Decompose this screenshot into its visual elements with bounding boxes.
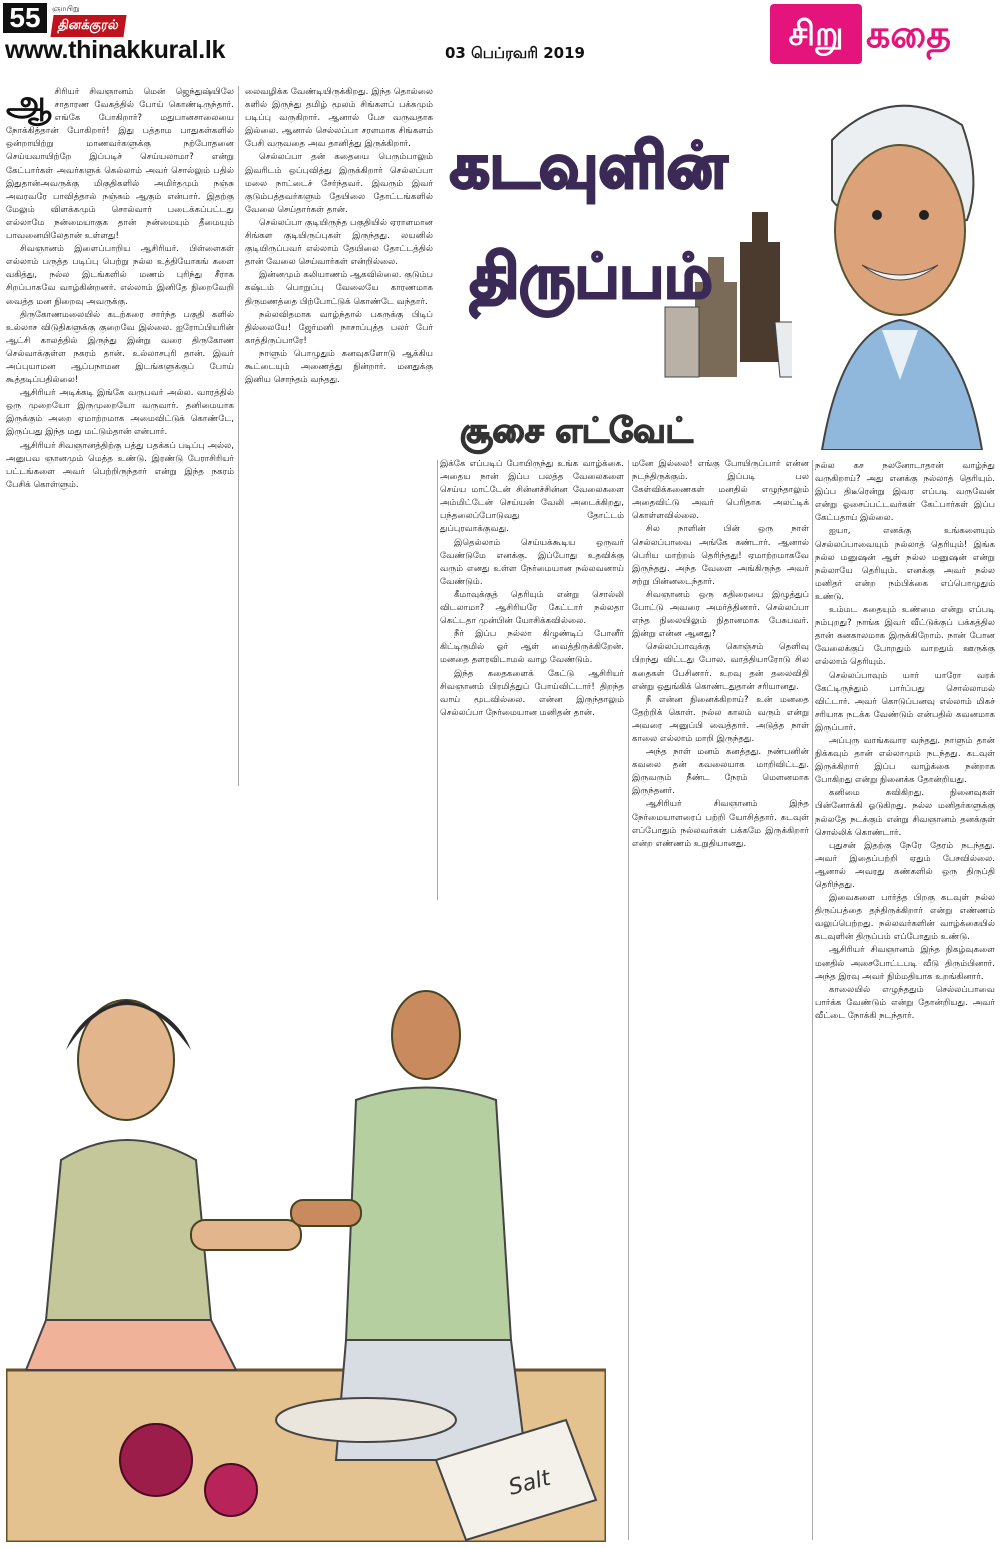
page-number: 55: [3, 3, 47, 33]
article-column-4: [632, 458, 809, 1543]
article-paragraph: செல்லப்பாவுக்கு கொஞ்சம் தெளிவு பிறந்து விட்டது போல. வாத்தியாரோடு சில கதைகள் பேசினார். உறவு தன் தலைவிதி என்று ஒதுங்கிக் கொண்டதுதான் சரியானது.: [632, 642, 809, 692]
article-paragraph: இவைகளை பார்த்த பிறகு கடவுள் நல்ல திருப்பத்தை தந்திருக்கிறார் என்று எண்ணம் வலுப்பெற்றது. நல்லவர்களின் வாழ்க்கையில் கடவுளின் திருப்பம் எப்போதும் உண்டு.: [815, 893, 995, 943]
article-paragraph: இந்த கதைகளைக் கேட்டு ஆசிரியர் சிவஞானம் பிரமித்துப் போய்விட்டார்! திறந்த வாய் மூடவில்லை. என்ன இருந்தாலும் செல்லப்பா நேர்மையான மனிதன் தான்.: [440, 668, 624, 718]
article-paragraph: நல்லவிதமாக வாழ்ந்தால் பகருக்கு பிடிப் தில்லையே! ஜேர்மனி நாசாப்புத்த பலர் பேர் காத்திருப்பாரே!: [245, 309, 433, 346]
article-paragraph: சிவஞானம் ஒரு கதிரையை இழுத்துப் போட்டு அவரை அமர்த்தினார். செல்லப்பா எந்த நிலையிலும் நிதானமாக பேசுபவர். இன்று என்ன ஆனது?: [632, 589, 809, 640]
article-paragraph: நல்ல கச நலனோடாதான் வாழ்ந்து வருகிறாய்? அது எனக்கு நல்லாத் தெரியும். இப்ப திடீரென்று இவர எப்படி வருவேன் என்று ஓசைப்பட்டவர்கள் கேட்பார்கள் இப்ப கேட்பதாய் இல்லை.: [815, 461, 995, 524]
article-column-2: [245, 86, 433, 801]
article-column-1: [6, 86, 234, 786]
author-portrait: [792, 80, 1000, 450]
article-paragraph: ஆசிரியர் சிவஞானம் இந்த நிகழ்வுகளை மனதில் அசைபோட்டபடி வீடு திரும்பினார். அந்த இரவு அவர் நிம்மதியாக உறங்கினார்.: [815, 945, 995, 982]
story-title-line2: திருப்பம்: [470, 242, 713, 312]
article-paragraph: செல்லப்பா தன் கதையை பெரும்பாலும் இவரிடம் ஒப்புவித்து இருக்கிறார் செல்லப்பா மலை நாட்டைச் சேர்ந்தவர். இவரும் இவர் குடும்பத்தவர்களும் தேயிலை தோட்டங்களில் வேலை செய்தார்கள் தான்.: [245, 152, 433, 215]
section-banner: [770, 0, 998, 68]
article-paragraph: சில நாளின் பின் ஒரு நாள் செல்லப்பாவை அங்கே கண்டார். ஆனால் பெரிய மாற்றம் தெரிந்தது! ஏமாற்றமாகவே இருந்தது. அந்த வேளை அங்கிருந்த அவர் சற்று பின்னடைந்தார்.: [632, 524, 809, 587]
article-column-5: [815, 460, 995, 1543]
masthead-subtitle: ஞாயிறு: [52, 4, 80, 13]
article-paragraph: இதெல்லாம் செய்யக்கூடிய ஒருவர் வேண்டுமே எனக்கு. இப்போது உதவிக்கு வரும் எனது உள்ள நேர்மையான நல்லவனாய் வேண்டும்.: [440, 537, 624, 587]
article-paragraph: ஆசிரியர் சிவஞானம் இந்த நேர்மையாளரைப் பற்றி யோசித்தார். கடவுள் எப்போதும் நல்லவர்கள் பக்கமே இருக்கிறார் என்ற எண்ணம் உறுதியானது.: [632, 799, 809, 849]
bowl-illustration: [276, 1398, 456, 1442]
article-paragraph: ஐயா, எனக்கு உங்களையும் செல்லப்பாவையும் நல்லாத் தெரியும்! இங்க நல்ல மனுஷன் ஆள் நல்ல மனுஷன் என்று நல்லாயே தெரியும். எனக்கு அவர் நல்ல மனிதர் என்ற நம்பிக்கை எப்பொழுதும் உண்டு.: [815, 526, 995, 602]
story-title-line1: கடவுளின்: [450, 129, 728, 202]
story-author: சூசை எட்வேட்: [460, 411, 693, 451]
article-paragraph: மனே இல்லை! எங்கு போயிருப்பார் என்ன நடந்திருக்கும். இப்படி பல கேள்விக்கணைகள் மனதில் எழுந்தாலும் அதைவிட்டு அவர் பெரிதாக அலட்டிக் கொள்ளவில்லை.: [632, 459, 809, 522]
article-paragraph: காலையில் எழுந்ததும் செல்லப்பாவை பார்க்க வேண்டும் என்று தோன்றியது. அவர் வீட்டை நோக்கி நடந்தார்.: [815, 984, 995, 1021]
story-illustration: [6, 900, 606, 1542]
article-paragraph: சிரியர் சிவஞானம் மென் ஜெந்துஷ்யிலே சாதாரண வேகத்தில் போய் கொண்டிருந்தார். எங்கே போகிறார்? மதுபானசாலையை நோக்கித்தான் போகிறார்! இது பத்தாம பாதுகள்களில் ஒன்றாயிற்று மாணவர்களுக்கு நற்போதனை செய்யவாயிற்றே இப்படிச் செய்யலாமா? என்று கேட்பார்கள் அவர்களுக் கெல்லாம் அவர் சொல்லும் பதில் இதுதான்அவருக்கு மிகுதிகளில் அமிர்தமும் நஞ்சு அவரவரே பாவித்தால் நஞ்சும் ஆகும் என்பார். இதற்கு மேலும் விளக்கமும் சொல்வார் படைக்கப்பட்டது எல்லாமே நன்மையாகுக தான் நன்மையும் தீமையும் பாவனையிலேதான் உள்ளது!: [6, 87, 234, 242]
masthead-name: தினக்குரல்: [50, 15, 126, 37]
article-paragraph: புதுசன் இதற்கு நேரே தேரம் நடந்தது. அவர் இதைப்பற்றி ஏதும் பேசவில்லை. ஆனால் அவரது கண்களில் ஒரு திருப்தி தெரிந்தது.: [815, 840, 995, 890]
article-paragraph: அந்த நாள் மனம் கனத்தது. நண்பனின் கவலை தன் கவலையாக மாறிவிட்டது. இருவரும் நீண்ட நேரம் மௌனமாக இருந்தனர்.: [632, 747, 809, 797]
article-paragraph: அப்புரு வாங்கவார வந்தது. நாளும் தான் நிக்கவும் தான் எல்லாமும் நடந்தது. கடவுள் இருக்கிறார் இப்ப வாழ்க்கை நன்றாக போகிறது என்று நினைக்க தோன்றியது.: [815, 735, 995, 786]
article-paragraph: நீர் இப்ப நல்லா கிழுண்டிப் போனீர் கிட்டிருமில் ஓர் ஆள் வைத்திருக்கிறேன். மனதை தளரவிடாமல் வாழ வேண்டும்.: [440, 629, 624, 666]
article-paragraph: கீமாவுக்குத் தெரியும் என்று சொல்லி விடலாமா? ஆசிரியரே கேட்டார் நல்லதா கெட்டதா முன்பின் யோசிக்கவில்லை.: [440, 589, 624, 627]
masthead-logo: [52, 4, 162, 37]
article-paragraph: லைவழிக்க வேண்டியிருக்கிறது. இந்த தொல்லை களில் இருந்து தமிழ் மூலம் சிங்களப் பக்கமும் படிப்பு வருகிறார். ஆனால் பேச வருவதாக இல்லை. ஆனால் செல்லப்பா சரளமாக சிங்களம் பேசி வருவதை அவ தானித்து இருக்கிறார்.: [245, 87, 433, 150]
website-url[interactable]: www.thinakkural.lk: [5, 36, 226, 64]
drop-cap: ஆ: [6, 86, 52, 124]
article-paragraph: இன்னமும் கலியாணம் ஆகவில்லை. குடும்ப கஷ்டம் பொறுப்பு வேலையே காரணமாக திருமணத்தை பிற்போட்டுக் கொண்டே வந்தார்.: [245, 270, 433, 307]
column-divider: [812, 460, 813, 1540]
article-paragraph: சிவஞானம் இளைப்பாறிய ஆசிரியர். பிள்ளைகள் எல்லாம் பருத்த படிப்பு பெற்று நல்ல உத்தியோகங் களை வகித்து, நல்ல இடங்களில் மணம் புரிந்து சீராக சிறப்பாகவே வாழ்கின்றனர். எல்லாம் இனிதே நிறைவேறி வைத்த மன நிறைவு அவருக்கு.: [6, 244, 234, 307]
article-paragraph: இக்கே எப்படிப் போயிருந்து உங்க வாழ்க்கை. அதைய நான் இப்ப பலத்த வேலைகளை செய்ய மாட்டேன் சின்னச்சின்ன வேலைகளை அம்மிட்டேன் செய்யன் வேலி அடைக்கிறது, பந்தலைப்போடுவது தோட்டம் துப்புரவாக்குவது.: [440, 459, 624, 535]
article-paragraph: நாளும் பொழுதும் கனவுகளோடு ஆக்கிய கூட்டையும் அணைத்து நின்றார். மனதுக்கு இனிய சொந்தம் வந்தது.: [245, 348, 433, 386]
story-title-art: [440, 92, 810, 457]
section-label-right: கதை: [866, 12, 952, 56]
article-paragraph: உம்மட கதையும் உண்மை என்று எப்படி நம்புறது? நாங்க இவர் வீட்டுக்குப் பக்கத்தில தான் கனகாலமாக இருக்கிறோம். நான் போன வேலைக்குப் போறதும் வாறதும் ஊருக்கு எல்லாம் தெரியும்.: [815, 605, 995, 668]
column-divider: [238, 86, 239, 786]
issue-date: 03 பெப்ரவரி 2019: [445, 44, 585, 62]
column-divider: [628, 460, 629, 1540]
article-paragraph: ஆசிரியர் அடிக்கடி இங்கே வருபவர் அல்ல. வாரத்தில் ஒரு முறையோ இருமுறையோ வருவார். தனிமையாக இருக்கும் அறை ஏமாற்றமாக அமைவிட்டுக் கொண்டே, இருப்பது இந்த மது மட்டும்தான் என்பார்.: [6, 388, 234, 438]
article-paragraph: திருகோணமலையில் கடற்கரை சார்ந்த பகுதி களில் உல்லாச விடுதிகளுக்கு குறைவே இல்லை. ஐரோப்பியரின் ஆட்சி காலத்தில் இருந்து இன்று வரை திருகோண செல்வாக்குள்ள நகரம் தான். உல்லாசபுரி தான். இவர் அப்புயாமன ஆப்பநாமன இடங்களுக்குப் போய் கூத்தடிப்பதில்லை!: [6, 309, 234, 386]
article-paragraph: நீ என்ன நினைக்கிறாய்? உன் மனதை தேற்றிக் கொள். நல்ல காலம் வரும் என்று அவரை அனுப்பி வைத்தார். அடுத்த நாள் காலை எல்லாம் மாறி இருந்தது.: [632, 694, 809, 744]
article-paragraph: செல்லப்பாவும் யார் யாரோ வரக் கேட்டிருந்தும் பார்ப்பது சொல்லாமல் விட்டார். அவர் கொடுப்பனவு எல்லாம் மிகச் சரியாக நடக்க வேண்டும் என்பதில் கவனமாக இருப்பார்.: [815, 670, 995, 733]
article-paragraph: கனிமை கவிகிறது. நினைவுகள் பின்னோக்கி ஓடுகிறது. நல்ல மனிதர்களுக்கு நல்லதே நடக்கும் என்று சிவஞானம் தனக்குள் சொல்லிக் கொண்டார்.: [815, 788, 995, 838]
section-label-left: சிறு: [770, 4, 862, 64]
article-paragraph: செல்லப்பா குடியிருந்த பகுதியில் ஏராளமான சிங்கள குடியிருப்புகள் இருந்தது. லயனில் குடியிருப்பவர் எல்லாம் தேயிலை தோட்டத்தில் தான் வேலை செய்வார்கள் என்றில்லை.: [245, 217, 433, 268]
salt-label: Salt: [506, 1465, 554, 1501]
article-paragraph: ஆசிரியர் சிவஞானத்திற்கு பத்து பதக்கப் படிப்பு அல்ல, அனுபவ ஞானமும் மெத்த உண்டு. இரண்டு பேராசிரியர் பட்டங்களை அவர் பெற்றிருந்தார் என்று இந்த நகரம் பேசிக் கொள்ளும்.: [6, 440, 234, 490]
